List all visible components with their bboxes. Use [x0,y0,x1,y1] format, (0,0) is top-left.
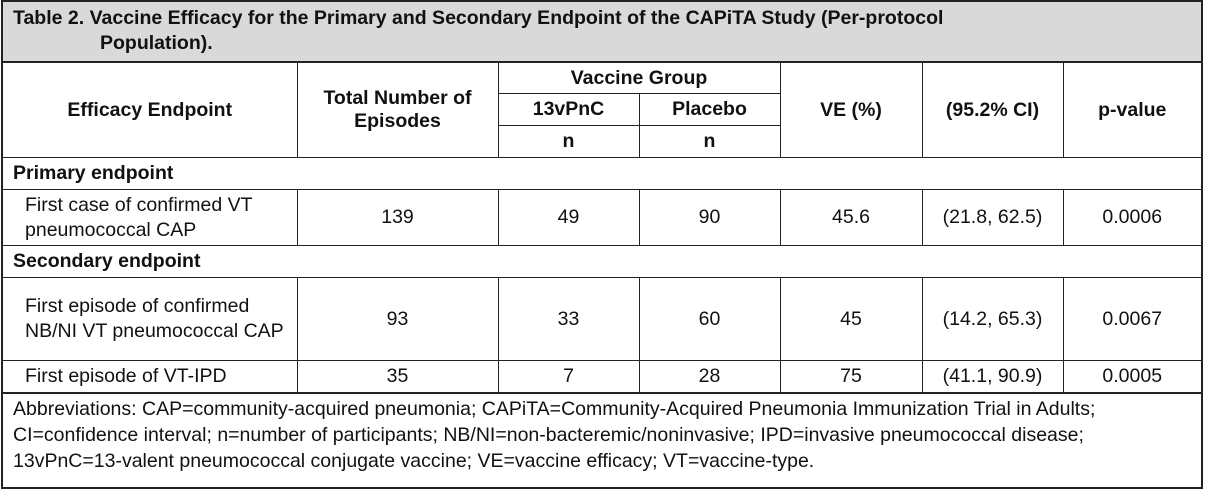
section-label: Primary endpoint [3,158,1201,190]
efficacy-table [3,63,1201,393]
header-vaccine-group: Vaccine Group [498,63,780,94]
table-row [3,278,1201,361]
header-row-1 [3,63,1201,94]
section-row-primary [3,158,1201,190]
ci-cell: (21.8, 62.5) [922,190,1063,246]
abbreviations-footnote: Abbreviations: CAP=community-acquired pneumonia; CAPiTA=Community-Acquired Pneumonia Immunization Trial in Adults; CI=confidence interval; n=number of participants; NB/NI=non-bacteremic/noninvasive; IPD=invasive pneumococcal disease; 13vPnC=13-valent pneumococcal conjugate vaccine; VE=vaccine efficacy; VT=vaccine-type. [3,393,1201,474]
ci-cell: (14.2, 65.3) [922,278,1063,361]
p-value-cell: 0.0067 [1063,278,1201,361]
placebo-cell: 90 [639,190,780,246]
vpnc-cell: 33 [498,278,639,361]
endpoint-cell: First case of confirmed VT pneumococcal CAP [3,190,297,246]
header-n-13vpnc: n [498,126,639,158]
table-row [3,361,1201,393]
vpnc-cell: 7 [498,361,639,393]
total-cell: 35 [297,361,498,393]
table-title-line1: Table 2. Vaccine Efficacy for the Primary and Secondary Endpoint of the CAPiTA Study (Per-protocol [13,7,944,29]
total-cell: 139 [297,190,498,246]
section-row-secondary [3,246,1201,278]
table-title-line2: Population). [100,32,213,54]
p-value-cell: 0.0006 [1063,190,1201,246]
header-efficacy-endpoint: Efficacy Endpoint [3,63,297,158]
header-ci: (95.2% CI) [922,63,1063,158]
endpoint-cell: First episode of VT-IPD [3,361,297,393]
table-title [3,2,1201,63]
header-n-placebo: n [639,126,780,158]
ve-cell: 75 [780,361,922,393]
table-row [3,190,1201,246]
total-cell: 93 [297,278,498,361]
header-total-episodes: Total Number of Episodes [297,63,498,158]
header-placebo: Placebo [639,94,780,126]
section-label: Secondary endpoint [3,246,1201,278]
placebo-cell: 60 [639,278,780,361]
placebo-cell: 28 [639,361,780,393]
table-container [1,0,1203,489]
ve-cell: 45 [780,278,922,361]
endpoint-cell: First episode of confirmed NB/NI VT pneumococcal CAP [3,278,297,361]
header-13vpnc: 13vPnC [498,94,639,126]
header-p-value: p-value [1063,63,1201,158]
p-value-cell: 0.0005 [1063,361,1201,393]
ve-cell: 45.6 [780,190,922,246]
header-ve: VE (%) [780,63,922,158]
ci-cell: (41.1, 90.9) [922,361,1063,393]
vpnc-cell: 49 [498,190,639,246]
